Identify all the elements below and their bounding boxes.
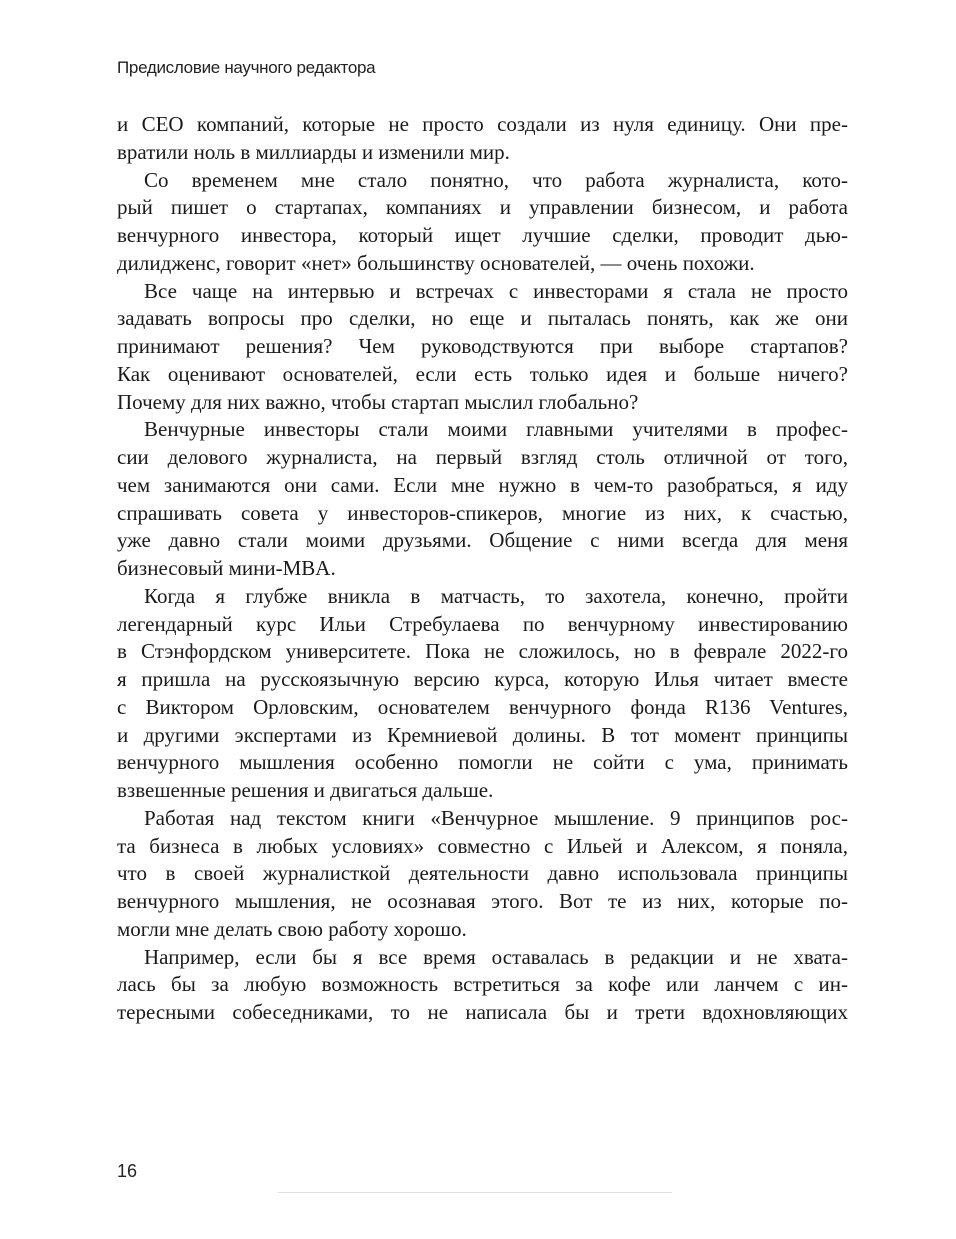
text-line: та бизнеса в любых условиях» совместно с Ильей и Алексом, я поняла,	[117, 833, 848, 858]
text-line: Все чаще на интервью и встречах с инвесторами я стала не просто	[144, 278, 848, 303]
text-line: могли мне делать свою работу хорошо.	[117, 916, 467, 941]
bottom-divider	[278, 1192, 672, 1193]
paragraph	[117, 167, 848, 278]
text-line: дилидженс, говорит «нет» большинству основателей, — очень похожи.	[117, 250, 755, 275]
text-line: Со временем мне стало понятно, что работа журналиста, кото-	[144, 167, 848, 192]
text-line: легендарный курс Ильи Стребулаева по венчурному инвестированию	[117, 611, 848, 636]
body-text	[117, 111, 848, 1027]
running-header: Предисловие научного редактора	[117, 58, 376, 77]
paragraph	[117, 805, 848, 944]
text-line: венчурного мышления, не осознавая этого. Вот те из них, которые по-	[117, 889, 848, 913]
paragraph	[117, 583, 848, 805]
text-line: лась бы за любую возможность встретиться за кофе или ланчем с ин-	[117, 972, 848, 997]
text-line: и СЕО компаний, которые не просто создали из нуля единицу. Они пре-	[117, 112, 848, 136]
text-line: с Виктором Орловским, основателем венчурного фонда R136 Ventures,	[117, 694, 848, 719]
text-line: задавать вопросы про сделки, но еще и пыталась понять, как же они	[117, 306, 848, 331]
text-line: чем занимаются они сами. Если мне нужно в чем-то разобраться, я иду	[117, 472, 848, 497]
text-line: венчурного инвестора, который ищет лучшие сделки, проводит дью-	[117, 223, 848, 247]
text-line: тересными собеседниками, то не написала бы и трети вдохновляющих	[117, 1000, 848, 1024]
text-line: в Стэнфордском университете. Пока не сложилось, но в феврале 2022-го	[117, 639, 848, 664]
text-line: вратили ноль в миллиарды и изменили мир.	[117, 139, 510, 164]
text-line: взвешенные решения и двигаться дальше.	[117, 778, 494, 802]
paragraph	[117, 278, 848, 417]
text-line: принимают решения? Чем руководствуются при выборе стартапов?	[117, 334, 848, 358]
paragraph	[117, 416, 848, 583]
paragraph	[117, 944, 848, 1027]
text-line: я пришла на русскоязычную версию курса, которую Илья читает вместе	[117, 667, 848, 691]
text-line: Работая над текстом книги «Венчурное мышление. 9 принципов рос-	[144, 805, 848, 830]
text-line: и другими экспертами из Кремниевой долины. В тот момент принципы	[117, 722, 848, 747]
text-line: что в своей журналисткой деятельности давно использовала принципы	[117, 861, 848, 886]
text-line: Как оценивают основателей, если есть только идея и больше ничего?	[117, 361, 848, 386]
text-line: бизнесовый мини-MBA.	[117, 556, 336, 580]
text-line: спрашивать совета у инвесторов-спикеров, многие из них, к счастью,	[117, 500, 848, 525]
text-line: сии делового журналиста, на первый взгляд столь отличной от того,	[117, 445, 848, 469]
paragraph	[117, 111, 848, 167]
text-line: венчурного мышления особенно помогли не сойти с ума, принимать	[117, 750, 848, 775]
text-line: Почему для них важно, чтобы стартап мыслил глобально?	[117, 389, 639, 414]
text-line: уже давно стали моими друзьями. Общение с ними всегда для меня	[117, 528, 848, 553]
text-line: Когда я глубже вникла в матчасть, то захотела, конечно, пройти	[144, 583, 848, 608]
text-line: рый пишет о стартапах, компаниях и управлении бизнесом, и работа	[117, 195, 848, 220]
text-line: Например, если бы я все время оставалась в редакции и не хвата-	[144, 944, 848, 969]
page-number: 16	[117, 1161, 138, 1181]
text-line: Венчурные инвесторы стали моими главными учителями в профес-	[144, 417, 848, 442]
